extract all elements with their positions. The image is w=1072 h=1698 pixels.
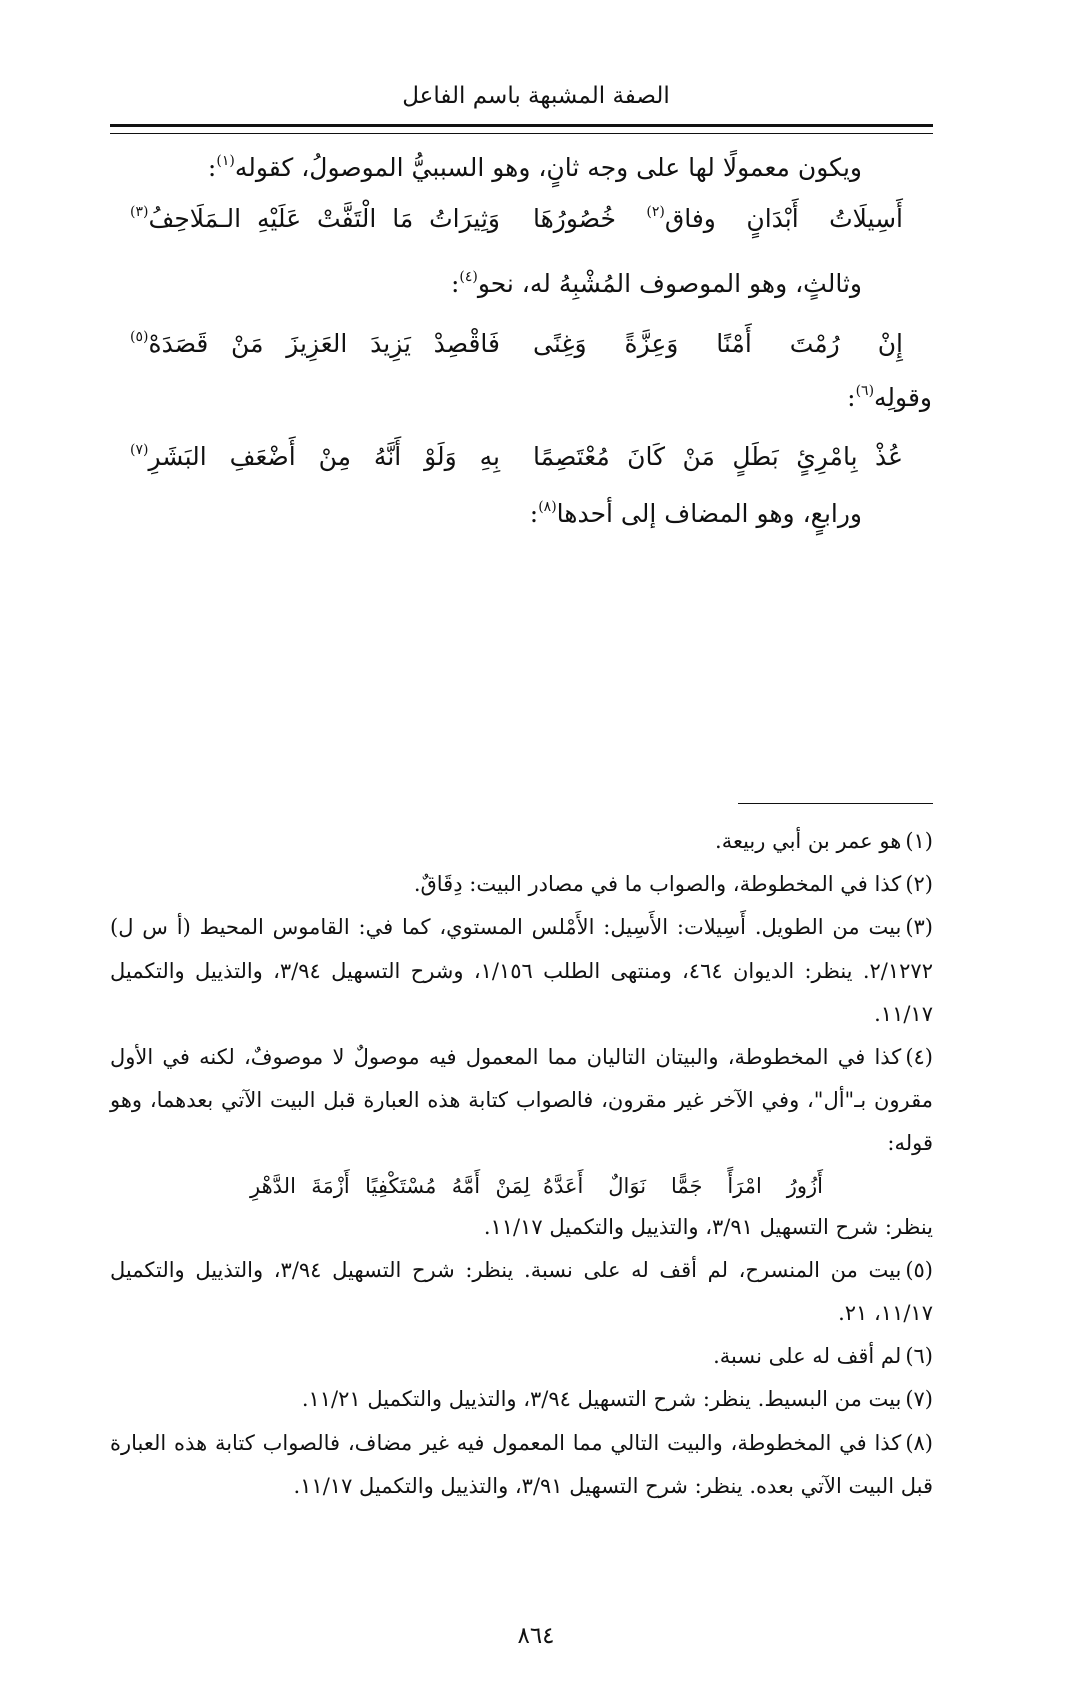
footnote-number: (٢) — [905, 872, 933, 897]
verse-first-hemistich: عُذْ بِامْرِئٍ بَطَلٍ مَنْ كَانَ مُعْتَصِمًا — [533, 442, 903, 471]
paragraph-text: وقولِه — [874, 383, 932, 412]
verse-second-hemistich — [130, 435, 500, 479]
footnote-number: (٣) — [905, 915, 933, 940]
footnote-6 — [110, 1335, 933, 1378]
footnotes — [110, 820, 933, 1508]
footnote-ref: (٦) — [855, 382, 875, 399]
paragraph-colon: : — [207, 153, 217, 182]
footnote-text: كذا في المخطوطة، والصواب ما في مصادر البيت: دِقَاقٌ. — [413, 872, 902, 897]
paragraph-text: ورابعٍ، وهو المضاف إلى أحدها — [556, 499, 862, 528]
footnote-verse — [110, 1166, 933, 1206]
footnote-text: بيت من المنسرح، لم أقف له على نسبة. ينظر: شرح التسهيل ٣/٩٤، والتذييل والتكميل ١١/١٧، ٢١. — [110, 1257, 933, 1326]
paragraph-text: وثالثٍ، وهو الموصوف المُشْبِهُ له، نحو — [477, 269, 862, 298]
footnote-text: كذا في المخطوطة، والبيتان التاليان مما المعمول فيه موصولٌ لا موصوفٌ، لكنه في الأول مقرون بـ"أل"، وفي الآخر غير مقرون، فالصواب كتابة هذه العبارة قبل البيت الآتي بعدهما، وهو قوله: — [110, 1045, 933, 1156]
page-number: ٨٦٤ — [517, 1623, 555, 1649]
verse-second-hemistich — [130, 322, 500, 366]
paragraph-colon: : — [529, 499, 539, 528]
paragraph-fourth-type — [142, 494, 862, 534]
footnote-text: بيت من الطويل. أَسِيلات: الأَسِيل: الأَمْلس المستوي، كما في: القاموس المحيط (أ س ل) ٢/١٢٧٢. ينظر: الديوان ٤٦٤، ومنتهى الطلب ١/١٥٦، وشرح التسهيل ٣/٩٤، والتذييل والتكميل ١١/١٧. — [110, 915, 933, 1026]
footnote-number: (٨) — [905, 1430, 933, 1455]
footnote-ref: (٢) — [646, 203, 665, 220]
running-header: الصفة المشبهة باسم الفاعل — [402, 83, 670, 109]
footnote-4-source: ينظر: شرح التسهيل ٣/٩١، والتذييل والتكميل ١١/١٧. — [483, 1214, 933, 1239]
footnote-3 — [110, 906, 933, 1036]
footnote-number: (٧) — [905, 1387, 933, 1412]
footnote-verse-first-hemistich: أَزُورُ امْرَأً جَمًّا نَوَالٌ أَعَدَّهُ — [543, 1173, 823, 1198]
header-rule-thin — [110, 133, 933, 134]
footnote-text: لم أقف له على نسبة. — [713, 1344, 902, 1369]
hemistich-text: خُصُورُهَا — [533, 204, 647, 233]
footnote-5 — [110, 1249, 933, 1335]
footnote-ref: (٤) — [459, 268, 478, 285]
footnote-text: كذا في المخطوطة، والبيت التالي مما المعمول فيه غير مضاف، فالصواب كتابة هذه العبارة قبل البيت الآتي بعده. ينظر: شرح التسهيل ٣/٩١، والتذييل والتكميل ١١/١٧. — [110, 1430, 933, 1498]
hemistich-text: أَسِيلَاتُ أَبْدَانٍ وفاق — [664, 204, 903, 233]
verse-line — [110, 322, 933, 366]
footnote-number: (٥) — [905, 1257, 933, 1282]
footnote-2 — [110, 863, 933, 906]
verse-line — [110, 197, 933, 241]
footnote-4 — [110, 1036, 933, 1166]
footnote-number: (٦) — [905, 1344, 933, 1369]
hemistich-text: بِهِ وَلَوْ أَنَّهُ مِنْ أَضْعَفِ البَشَرِ — [148, 442, 500, 471]
footnote-ref: (٥) — [130, 328, 149, 345]
header-rule-thick — [110, 124, 933, 127]
footnote-separator — [738, 803, 933, 804]
footnote-text: هو عمر بن أبي ربيعة. — [715, 829, 902, 853]
footnote-text: بيت من البسيط. ينظر: شرح التسهيل ٣/٩٤، والتذييل والتكميل ١١/٢١. — [301, 1387, 902, 1412]
footnote-1 — [110, 820, 933, 863]
paragraph-third-type — [142, 264, 862, 304]
paragraph-text: ويكون معمولًا لها على وجه ثانٍ، وهو السببيُّ الموصولُ، كقوله — [234, 153, 862, 182]
footnote-ref: (٨) — [538, 498, 557, 515]
footnote-8 — [110, 1422, 933, 1508]
footnote-ref: (٧) — [130, 441, 149, 458]
verse-second-hemistich — [130, 197, 500, 241]
verse-first-hemistich — [533, 197, 903, 241]
footnote-ref: (١) — [216, 152, 235, 169]
paragraph-and-his-saying — [212, 378, 932, 418]
paragraph-colon: : — [847, 383, 856, 412]
paragraph-colon: : — [450, 269, 460, 298]
paragraph-second-type — [142, 148, 862, 188]
footnote-7 — [110, 1378, 933, 1421]
footnote-ref: (٣) — [130, 203, 149, 220]
hemistich-text: فَاقْصِدْ يَزِيدَ العَزِيزَ مَنْ قَصَدَهْ — [148, 329, 500, 358]
footnote-number: (٤) — [905, 1045, 933, 1070]
verse-line — [110, 435, 933, 479]
verse-first-hemistich: إِنْ رُمْتَ أَمْنًا وَعِزَّةً وَغِنًى — [533, 329, 903, 358]
footnote-number: (١) — [905, 829, 933, 853]
footnote-verse-second-hemistich: لِمَنْ أَمَّهُ مُسْتَكْفِيًا أَزْمَةَ الدَّهْرِ — [250, 1173, 530, 1198]
hemistich-text: وَثِيرَاتُ مَا الْتَفَّتْ عَلَيْهِ الـمَلَاحِفُ — [148, 204, 500, 233]
